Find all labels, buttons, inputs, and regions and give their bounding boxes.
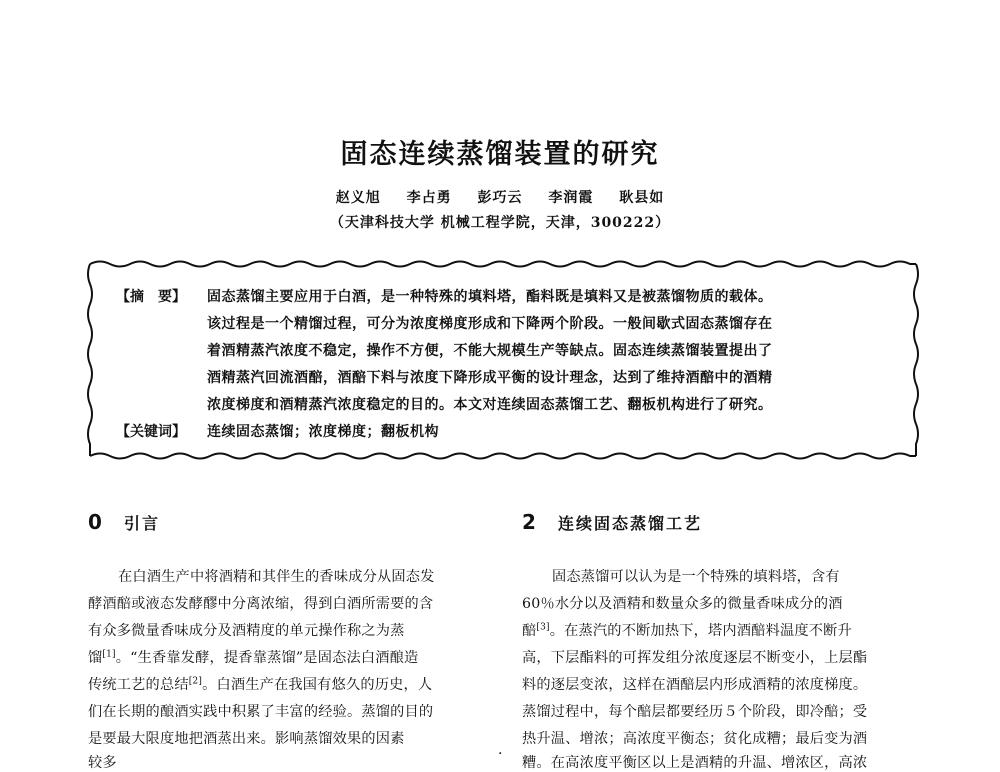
keywords-text: 连续固态蒸馏；浓度梯度；翻板机构 (207, 424, 439, 440)
paper-title: 固态连续蒸馏装置的研究 (340, 139, 660, 170)
citation-ref: [1] (102, 649, 116, 660)
author-name: 李占勇 (406, 190, 452, 206)
abstract-line: 浓度梯度和酒精蒸汽浓度稳定的目的。本文对连续固态蒸馏工艺、翻板机构进行了研究。 (207, 397, 773, 413)
body-line: 有众多微量香味成分及酒精度的单元操作称之为蒸 (88, 623, 405, 639)
author-name: 李润霞 (548, 190, 594, 206)
body-line: 热升温、增浓；高浓度平衡态；贫化成糟；最后变为酒 (522, 731, 868, 747)
abstract-line: 着酒精蒸汽浓度不稳定，操作不方便，不能大规模生产等缺点。固态连续蒸馏装置提出了 (207, 343, 773, 359)
body-line: 60％水分以及酒精和数量众多的微量香味成分的酒 (522, 596, 843, 612)
keywords-label: 【关键词】 (116, 424, 186, 440)
author-name: 耿县如 (619, 190, 665, 206)
body-line: 蒸馏过程中，每个醅层都要经历５个阶段，即冷醅；受 (522, 704, 868, 720)
section-heading-0 (88, 510, 160, 534)
body-line (88, 674, 432, 694)
body-text: 馏 (88, 650, 103, 666)
body-line: 固态蒸馏可以认为是一个特殊的填料塔，含有 (552, 569, 840, 585)
body-text: 。“生香靠发酵，提香靠蒸馏”是固态法白酒酿造 (115, 650, 419, 666)
section-number: 0 (88, 510, 102, 534)
body-line: 酵酒醅或液态发酵醪中分离浓缩，得到白酒所需要的含 (88, 596, 434, 612)
body-text: 。在蒸汽的不断加热下，塔内酒醅料温度不断升 (549, 623, 852, 639)
section-title: 引言 (124, 514, 161, 533)
body-line: 较多 (88, 755, 117, 771)
body-line: 料的逐层变浓，这样在酒醅层内形成酒精的浓度梯度。 (522, 677, 868, 693)
author-name: 彭巧云 (477, 190, 523, 206)
body-text: 。白酒生产在我国有悠久的历史，人 (202, 677, 433, 693)
body-text: 传统工艺的总结 (88, 677, 189, 693)
affiliation: （天津科技大学 机械工程学院，天津，300222） (329, 215, 671, 231)
body-text: 醅 (522, 623, 537, 639)
section-title: 连续固态蒸馏工艺 (558, 514, 703, 533)
abstract-label: 【摘 要】 (116, 289, 186, 305)
citation-ref: [3] (536, 622, 550, 633)
body-line (88, 647, 418, 667)
stray-mark: . (498, 742, 503, 758)
body-line: 在白酒生产中将酒精和其伴生的香味成分从固态发 (118, 569, 435, 585)
section-heading-2 (522, 510, 702, 534)
abstract-line: 该过程是一个精馏过程，可分为浓度梯度形成和下降两个阶段。一般间歇式固态蒸馏存在 (207, 316, 773, 332)
body-line: 们在长期的酿酒实践中积累了丰富的经验。蒸馏的目的 (88, 704, 434, 720)
author-name: 赵义旭 (335, 190, 381, 206)
body-line: 糟。在高浓度平衡区以上是酒精的升温、增浓区，高浓 (522, 755, 868, 771)
body-line: 高，下层酯料的可挥发组分浓度逐层不断变小，上层酯 (522, 650, 868, 666)
section-number: 2 (522, 510, 536, 534)
abstract-line: 固态蒸馏主要应用于白酒，是一种特殊的填料塔，酯料既是填料又是被蒸馏物质的载体。 (207, 289, 773, 305)
body-line (522, 620, 852, 640)
citation-ref: [2] (188, 676, 203, 687)
body-line: 是要最大限度地把酒蒸出来。影响蒸馏效果的因素 (88, 731, 405, 747)
abstract-line: 酒精蒸汽回流酒醅，酒醅下料与浓度下降形成平衡的设计理念，达到了维持酒醅中的酒精 (207, 370, 773, 386)
